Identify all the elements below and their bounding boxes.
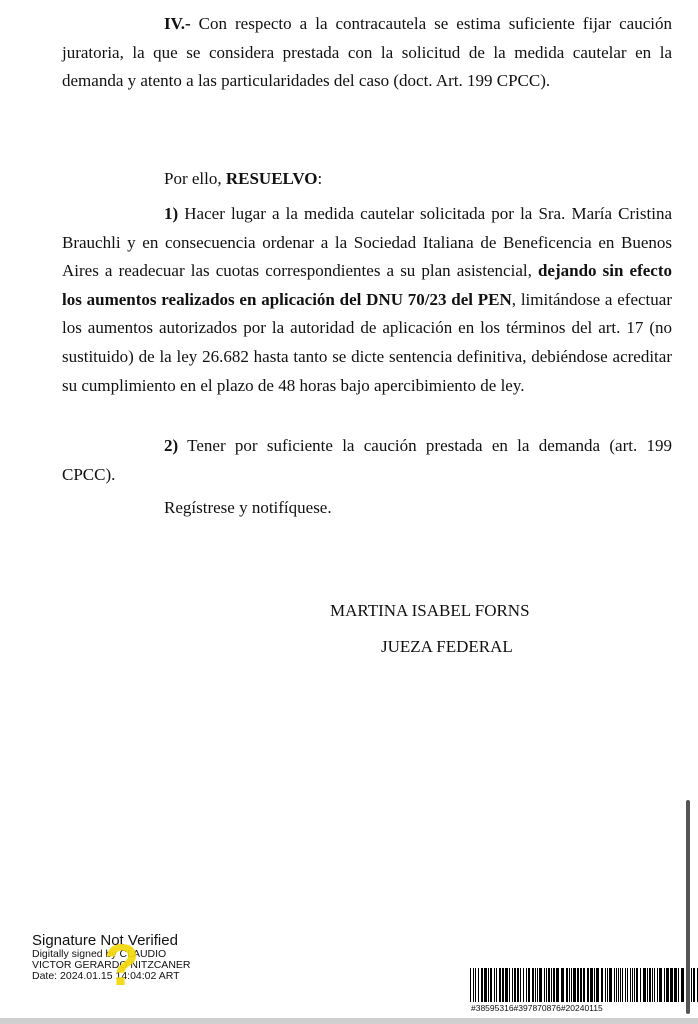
resuelvo-heading: RESUELVO <box>225 169 318 188</box>
barcode-bar <box>490 968 492 1002</box>
barcode-bar <box>544 968 545 1002</box>
barcode-bar <box>532 968 534 1002</box>
barcode-bar <box>627 968 628 1002</box>
barcode-bar <box>654 968 655 1002</box>
paragraph-resolution-1 <box>62 200 672 400</box>
signature-signed-by: Digitally signed by CLAUDIO <box>32 948 167 960</box>
resolution-text-a: Hacer lugar a la medida cautelar solicitada por la Sra. María Cristina Brauchli y en consecuencia ordenar a la Sociedad Italiana de Beneficencia en Buenos Aires a readecuar las cuotas correspondientes a su plan asistencial, <box>62 204 672 281</box>
barcode <box>470 968 698 1002</box>
section-number: IV.- <box>164 14 191 33</box>
barcode-bar <box>605 968 606 1002</box>
signer-role: JUEZA FEDERAL <box>381 637 513 656</box>
barcode-bar <box>514 968 516 1002</box>
resuelvo-prefix: Por ello, <box>164 169 226 188</box>
barcode-bar <box>520 968 521 1002</box>
barcode-bar <box>587 968 589 1002</box>
barcode-bar <box>583 968 585 1002</box>
barcode-bar <box>632 968 633 1002</box>
barcode-bar <box>528 968 530 1002</box>
barcode-bar <box>577 968 579 1002</box>
paragraph-registrese: Regístrese y notifíquese. <box>164 498 332 517</box>
paragraph-resolution-2 <box>62 432 672 489</box>
barcode-bar <box>678 968 679 1002</box>
barcode-bar <box>496 968 497 1002</box>
barcode-bar <box>551 968 552 1002</box>
barcode-bar <box>625 968 626 1002</box>
barcode-bar <box>681 968 684 1002</box>
barcode-bar <box>664 968 665 1002</box>
barcode-bar <box>618 968 619 1002</box>
barcode-bar <box>590 968 593 1002</box>
barcode-bar <box>643 968 646 1002</box>
barcode-bar <box>509 968 510 1002</box>
item-number-2: 2) <box>164 436 179 455</box>
barcode-bar <box>473 968 474 1002</box>
barcode-number: #38595316#397870876#20240115 <box>471 1003 603 1013</box>
barcode-bar <box>488 968 489 1002</box>
paragraph-resuelvo <box>62 165 672 194</box>
barcode-bar <box>630 968 631 1002</box>
barcode-bar <box>470 968 471 1002</box>
resolution-bold-text: dejando sin efecto los aumentos realizados en aplicación del DNU 70/23 del PEN <box>62 261 672 309</box>
barcode-bar <box>691 968 692 1002</box>
barcode-bar <box>636 968 638 1002</box>
barcode-bar <box>614 968 615 1002</box>
barcode-bar <box>649 968 651 1002</box>
barcode-bar <box>659 968 662 1002</box>
paragraph-contracautela <box>62 10 672 96</box>
page-bottom-edge <box>0 1018 698 1024</box>
barcode-bar <box>505 968 508 1002</box>
barcode-bar <box>596 968 599 1002</box>
barcode-bar <box>537 968 538 1002</box>
barcode-bar <box>657 968 658 1002</box>
signer-name: MARTINA ISABEL FORNS <box>330 601 530 620</box>
barcode-bar <box>594 968 595 1002</box>
barcode-bar <box>535 968 536 1002</box>
barcode-bar <box>620 968 621 1002</box>
barcode-bar <box>640 968 641 1002</box>
barcode-bar <box>553 968 555 1002</box>
resolution-2-text: Tener por suficiente la caución prestada en la demanda (art. 199 CPCC). <box>62 436 672 484</box>
digital-signature-block[interactable] <box>32 932 190 982</box>
barcode-bar <box>566 968 568 1002</box>
barcode-bar <box>478 968 479 1002</box>
vertical-scrollbar[interactable] <box>686 800 690 1014</box>
barcode-bar <box>616 968 617 1002</box>
barcode-bar <box>634 968 635 1002</box>
barcode-bar <box>674 968 677 1002</box>
barcode-bar <box>539 968 542 1002</box>
barcode-bar <box>693 968 695 1002</box>
question-mark-icon: ? <box>104 933 140 998</box>
barcode-bar <box>499 968 501 1002</box>
barcode-bar <box>607 968 608 1002</box>
barcode-bar <box>548 968 550 1002</box>
barcode-bar <box>481 968 483 1002</box>
barcode-bar <box>502 968 504 1002</box>
barcode-bar <box>484 968 487 1002</box>
barcode-bar <box>556 968 559 1002</box>
barcode-bar <box>670 968 673 1002</box>
resuelvo-colon: : <box>317 169 323 188</box>
barcode-bar <box>475 968 476 1002</box>
barcode-bar <box>517 968 519 1002</box>
barcode-bar <box>573 968 576 1002</box>
barcode-bar <box>494 968 495 1002</box>
barcode-bar <box>526 968 527 1002</box>
barcode-bar <box>580 968 582 1002</box>
barcode-bar <box>647 968 648 1002</box>
barcode-bar <box>601 968 603 1002</box>
barcode-bar <box>609 968 612 1002</box>
barcode-bar <box>569 968 570 1002</box>
paragraph-text: Con respecto a la contracautela se estima suficiente fijar caución juratoria, la que se considera prestada con la solicitud de la medida cautelar en la demanda y atento a las particularidades del caso (doct. Art. 199 CPCC). <box>62 14 672 91</box>
barcode-bar <box>561 968 564 1002</box>
signature-status-title: Signature Not Verified <box>32 932 178 949</box>
barcode-bar <box>546 968 547 1002</box>
barcode-bar <box>666 968 669 1002</box>
resolution-text-b: , limitándose a efectuar los aumentos autorizados por la autoridad de aplicación en los términos del art. 17 (no sustituido) de la ley 26.682 hasta tanto se dicte sentencia definitiva, debiéndose acreditar su cumplimiento en el plazo de 48 horas bajo apercibimiento de ley. <box>62 289 672 395</box>
item-number-1: 1) <box>164 204 179 223</box>
barcode-bar <box>652 968 653 1002</box>
barcode-bar <box>571 968 572 1002</box>
barcode-bar <box>523 968 524 1002</box>
signature-date: Date: 2024.01.15 14:04:02 ART <box>32 970 180 982</box>
signature-signer-name: VICTOR GERARDO NITZCANER <box>32 959 191 971</box>
barcode-bar <box>512 968 513 1002</box>
barcode-bar <box>622 968 623 1002</box>
